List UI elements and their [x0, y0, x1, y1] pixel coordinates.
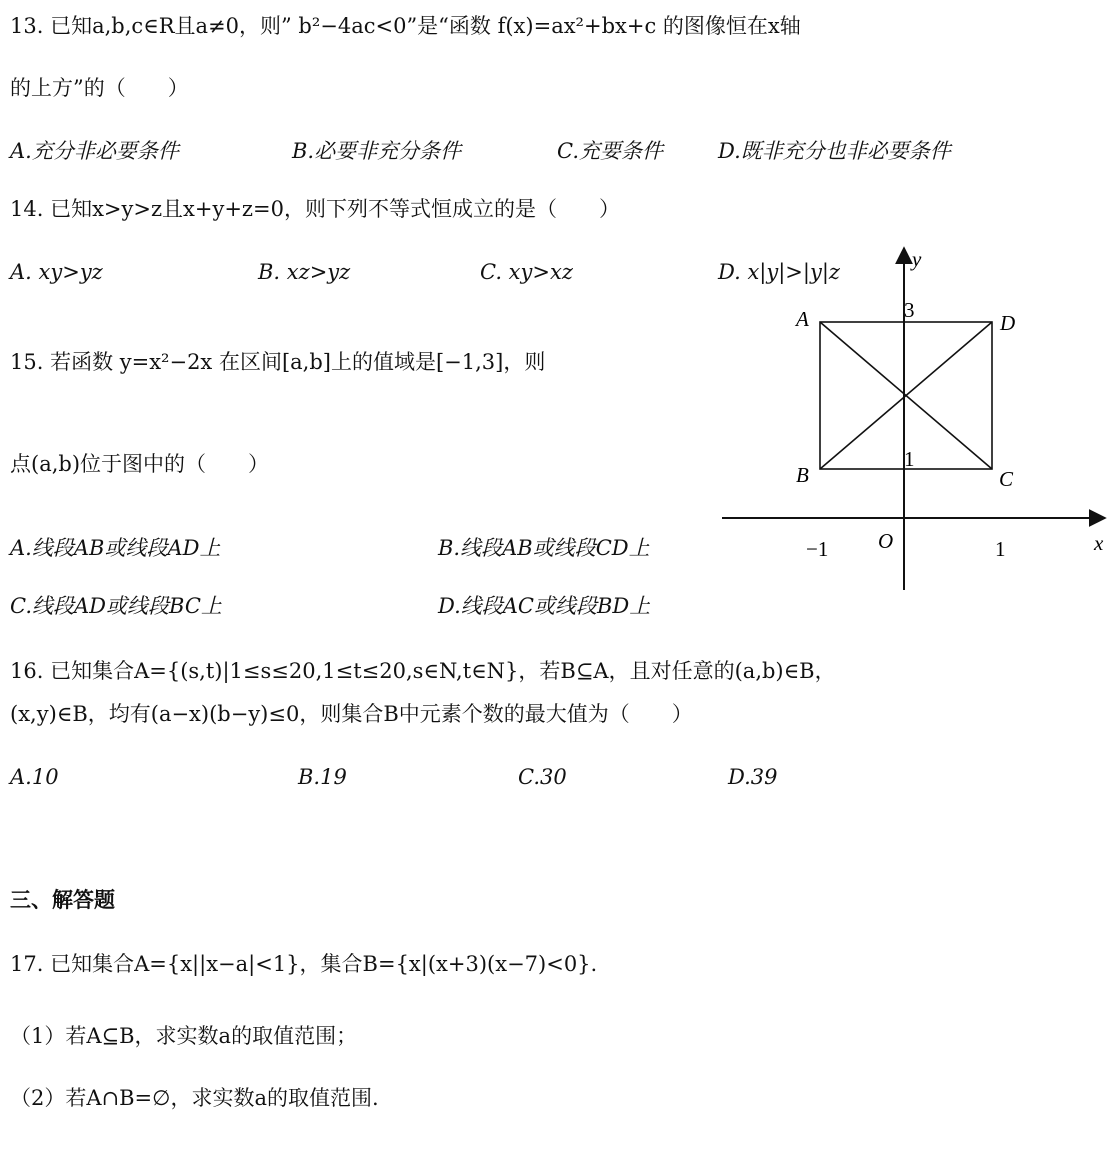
q16-option-d: D.39: [728, 765, 778, 789]
q17-part2: （2）若A∩B=∅，求实数a的取值范围.: [10, 1086, 379, 1110]
q15-option-c: C.线段AD或线段BC上: [10, 594, 222, 618]
q17-stem: 17. 已知集合A={x||x−a|<1}，集合B={x|(x+3)(x−7)<0}.: [10, 952, 598, 976]
q13-option-c: C.充要条件: [557, 139, 663, 163]
q15-option-d: D.线段AC或线段BD上: [438, 594, 651, 618]
q16-option-a: A.10: [10, 765, 59, 789]
tick-label-x1: 1: [995, 537, 1006, 561]
q16-stem-line2: (x,y)∈B，均有(a−x)(b−y)≤0，则集合B中元素个数的最大值为（ ）: [10, 702, 693, 726]
q13-option-b: B.必要非充分条件: [292, 139, 462, 163]
q13-stem-line1: 13. 已知a,b,c∈R且a≠0，则” b²−4ac<0”是“函数 f(x)=ax²+bx+c 的图像恒在x轴: [10, 14, 801, 38]
q15-option-b: B.线段AB或线段CD上: [438, 536, 650, 560]
q15-figure: [718, 242, 1110, 600]
tick-label-y3: 3: [904, 298, 915, 322]
point-b-label: B: [796, 463, 809, 487]
q14-option-b: B. xz>yz: [258, 260, 351, 284]
q13-option-d: D.既非充分也非必要条件: [718, 139, 951, 163]
q13-option-a: A.充分非必要条件: [10, 139, 179, 163]
point-a-label: A: [796, 307, 809, 331]
q15-stem-line1: 15. 若函数 y=x²−2x 在区间[a,b]上的值域是[−1,3]，则: [10, 350, 546, 374]
q15-option-a: A.线段AB或线段AD上: [10, 536, 221, 560]
point-d-label: D: [1000, 311, 1016, 335]
section-heading: 三、解答题: [10, 887, 115, 912]
q16-stem-line1: 16. 已知集合A={(s,t)|1≤s≤20,1≤t≤20,s∈N,t∈N}，若B⊆A，且对任意的(a,b)∈B，: [10, 659, 836, 683]
axis-x-label: x: [1094, 531, 1104, 555]
tick-label-y1: 1: [904, 447, 915, 471]
q17-part1: （1）若A⊆B，求实数a的取值范围；: [10, 1024, 358, 1048]
q16-option-b: B.19: [298, 765, 347, 789]
tick-label-xneg1: −1: [806, 537, 829, 561]
q16-option-c: C.30: [518, 765, 567, 789]
q14-option-a: A. xy>yz: [10, 260, 103, 284]
q15-stem-line2: 点(a,b)位于图中的（ ）: [10, 452, 270, 476]
point-c-label: C: [999, 467, 1014, 491]
q13-stem-line2: 的上方”的（ ）: [10, 76, 189, 100]
axis-y-label: y: [912, 247, 922, 271]
q14-stem: 14. 已知x>y>z且x+y+z=0，则下列不等式恒成立的是（ ）: [10, 197, 620, 221]
q14-option-d: D. x|y|>|y|z: [718, 260, 840, 284]
q14-option-c: C. xy>xz: [480, 260, 573, 284]
origin-label: O: [878, 529, 894, 553]
